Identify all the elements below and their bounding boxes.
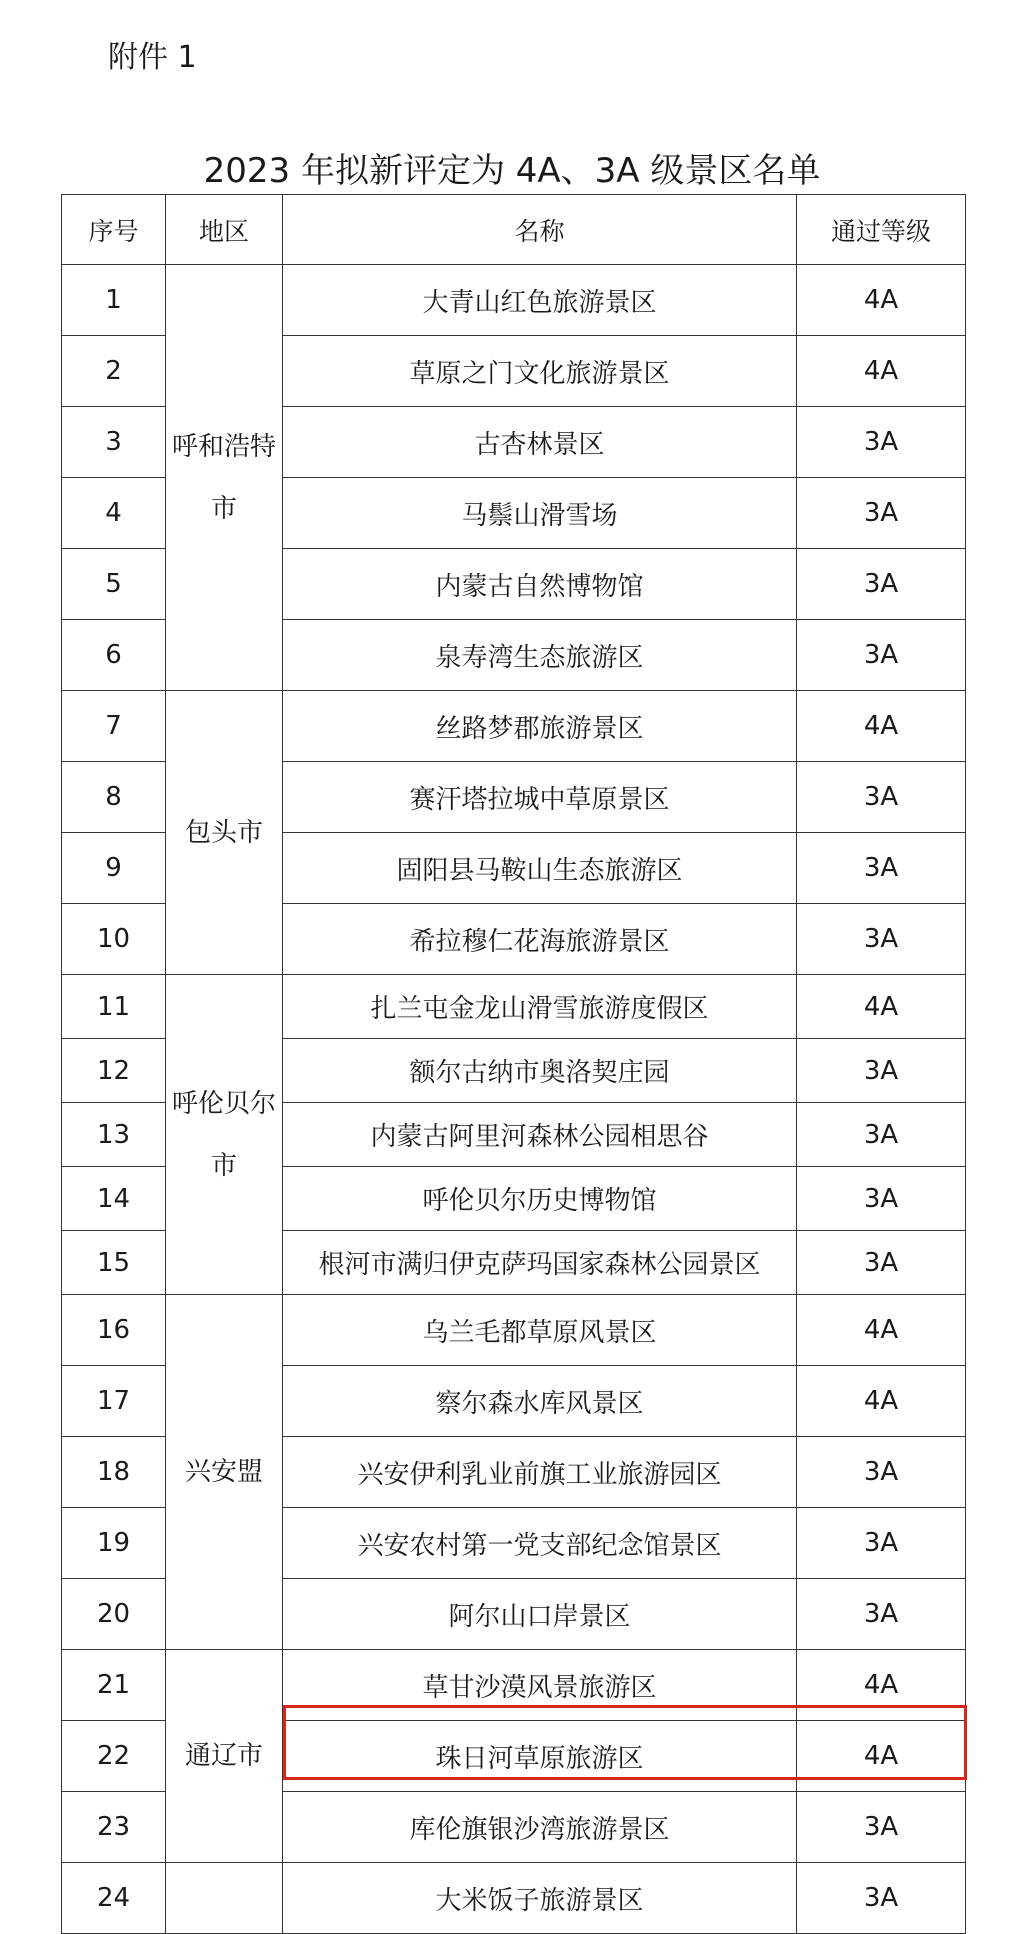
cell-no: 2 (62, 336, 166, 407)
cell-name: 内蒙古自然博物馆 (283, 549, 797, 620)
cell-grade: 3A (797, 1039, 966, 1103)
cell-grade: 3A (797, 1863, 966, 1934)
cell-grade: 4A (797, 691, 966, 762)
cell-no: 15 (62, 1231, 166, 1295)
cell-grade: 4A (797, 1366, 966, 1437)
cell-no: 21 (62, 1650, 166, 1721)
cell-grade: 3A (797, 833, 966, 904)
cell-grade: 3A (797, 1508, 966, 1579)
cell-grade: 3A (797, 1579, 966, 1650)
cell-grade: 4A (797, 265, 966, 336)
cell-name: 察尔森水库风景区 (283, 1366, 797, 1437)
cell-grade: 3A (797, 1792, 966, 1863)
cell-no: 18 (62, 1437, 166, 1508)
table-row (62, 1863, 966, 1934)
header-region: 地区 (166, 195, 283, 265)
cell-grade: 3A (797, 478, 966, 549)
cell-name: 兴安伊利乳业前旗工业旅游园区 (283, 1437, 797, 1508)
cell-region: 呼和浩特市 (166, 265, 283, 691)
cell-grade: 3A (797, 904, 966, 975)
cell-no: 19 (62, 1508, 166, 1579)
cell-name: 草原之门文化旅游景区 (283, 336, 797, 407)
cell-name: 阿尔山口岸景区 (283, 1579, 797, 1650)
header-grade: 通过等级 (797, 195, 966, 265)
cell-region: 呼伦贝尔市 (166, 975, 283, 1295)
table-header-row (62, 195, 966, 265)
cell-region (166, 1863, 283, 1934)
cell-no: 12 (62, 1039, 166, 1103)
document-title: 2023 年拟新评定为 4A、3A 级景区名单 (203, 151, 821, 191)
cell-grade: 3A (797, 620, 966, 691)
cell-no: 7 (62, 691, 166, 762)
cell-grade: 4A (797, 1650, 966, 1721)
table-row (62, 1295, 966, 1366)
cell-name: 库伦旗银沙湾旅游景区 (283, 1792, 797, 1863)
cell-no: 1 (62, 265, 166, 336)
cell-grade: 4A (797, 1295, 966, 1366)
cell-no: 10 (62, 904, 166, 975)
cell-name: 兴安农村第一党支部纪念馆景区 (283, 1508, 797, 1579)
cell-name: 丝路梦郡旅游景区 (283, 691, 797, 762)
cell-grade: 3A (797, 407, 966, 478)
cell-name: 赛汗塔拉城中草原景区 (283, 762, 797, 833)
cell-grade: 4A (797, 336, 966, 407)
scenic-area-table (61, 194, 966, 1934)
cell-name: 乌兰毛都草原风景区 (283, 1295, 797, 1366)
cell-name: 泉寿湾生态旅游区 (283, 620, 797, 691)
cell-region: 兴安盟 (166, 1295, 283, 1650)
header-name: 名称 (283, 195, 797, 265)
cell-no: 3 (62, 407, 166, 478)
cell-name: 大米饭子旅游景区 (283, 1863, 797, 1934)
cell-grade: 4A (797, 975, 966, 1039)
attachment-label: 附件 1 (108, 40, 197, 75)
cell-grade: 4A (797, 1721, 966, 1792)
cell-grade: 3A (797, 549, 966, 620)
cell-name: 固阳县马鞍山生态旅游区 (283, 833, 797, 904)
cell-no: 9 (62, 833, 166, 904)
cell-name: 额尔古纳市奥洛契庄园 (283, 1039, 797, 1103)
cell-name: 珠日河草原旅游区 (283, 1721, 797, 1792)
cell-no: 11 (62, 975, 166, 1039)
cell-name: 内蒙古阿里河森林公园相思谷 (283, 1103, 797, 1167)
cell-name: 大青山红色旅游景区 (283, 265, 797, 336)
table-row (62, 691, 966, 762)
cell-name: 草甘沙漠风景旅游区 (283, 1650, 797, 1721)
cell-name: 呼伦贝尔历史博物馆 (283, 1167, 797, 1231)
cell-no: 13 (62, 1103, 166, 1167)
cell-grade: 3A (797, 1167, 966, 1231)
cell-no: 22 (62, 1721, 166, 1792)
table-row (62, 265, 966, 336)
cell-no: 5 (62, 549, 166, 620)
cell-region: 包头市 (166, 691, 283, 975)
table-row (62, 975, 966, 1039)
header-no: 序号 (62, 195, 166, 265)
cell-no: 16 (62, 1295, 166, 1366)
cell-no: 14 (62, 1167, 166, 1231)
cell-region: 通辽市 (166, 1650, 283, 1863)
cell-name: 希拉穆仁花海旅游景区 (283, 904, 797, 975)
cell-name: 根河市满归伊克萨玛国家森林公园景区 (283, 1231, 797, 1295)
cell-name: 马鬃山滑雪场 (283, 478, 797, 549)
cell-no: 20 (62, 1579, 166, 1650)
cell-name: 古杏林景区 (283, 407, 797, 478)
cell-grade: 3A (797, 1231, 966, 1295)
cell-no: 8 (62, 762, 166, 833)
cell-name: 扎兰屯金龙山滑雪旅游度假区 (283, 975, 797, 1039)
cell-no: 6 (62, 620, 166, 691)
table-row (62, 1650, 966, 1721)
cell-no: 23 (62, 1792, 166, 1863)
cell-grade: 3A (797, 762, 966, 833)
cell-no: 4 (62, 478, 166, 549)
cell-no: 24 (62, 1863, 166, 1934)
cell-no: 17 (62, 1366, 166, 1437)
cell-grade: 3A (797, 1103, 966, 1167)
cell-grade: 3A (797, 1437, 966, 1508)
